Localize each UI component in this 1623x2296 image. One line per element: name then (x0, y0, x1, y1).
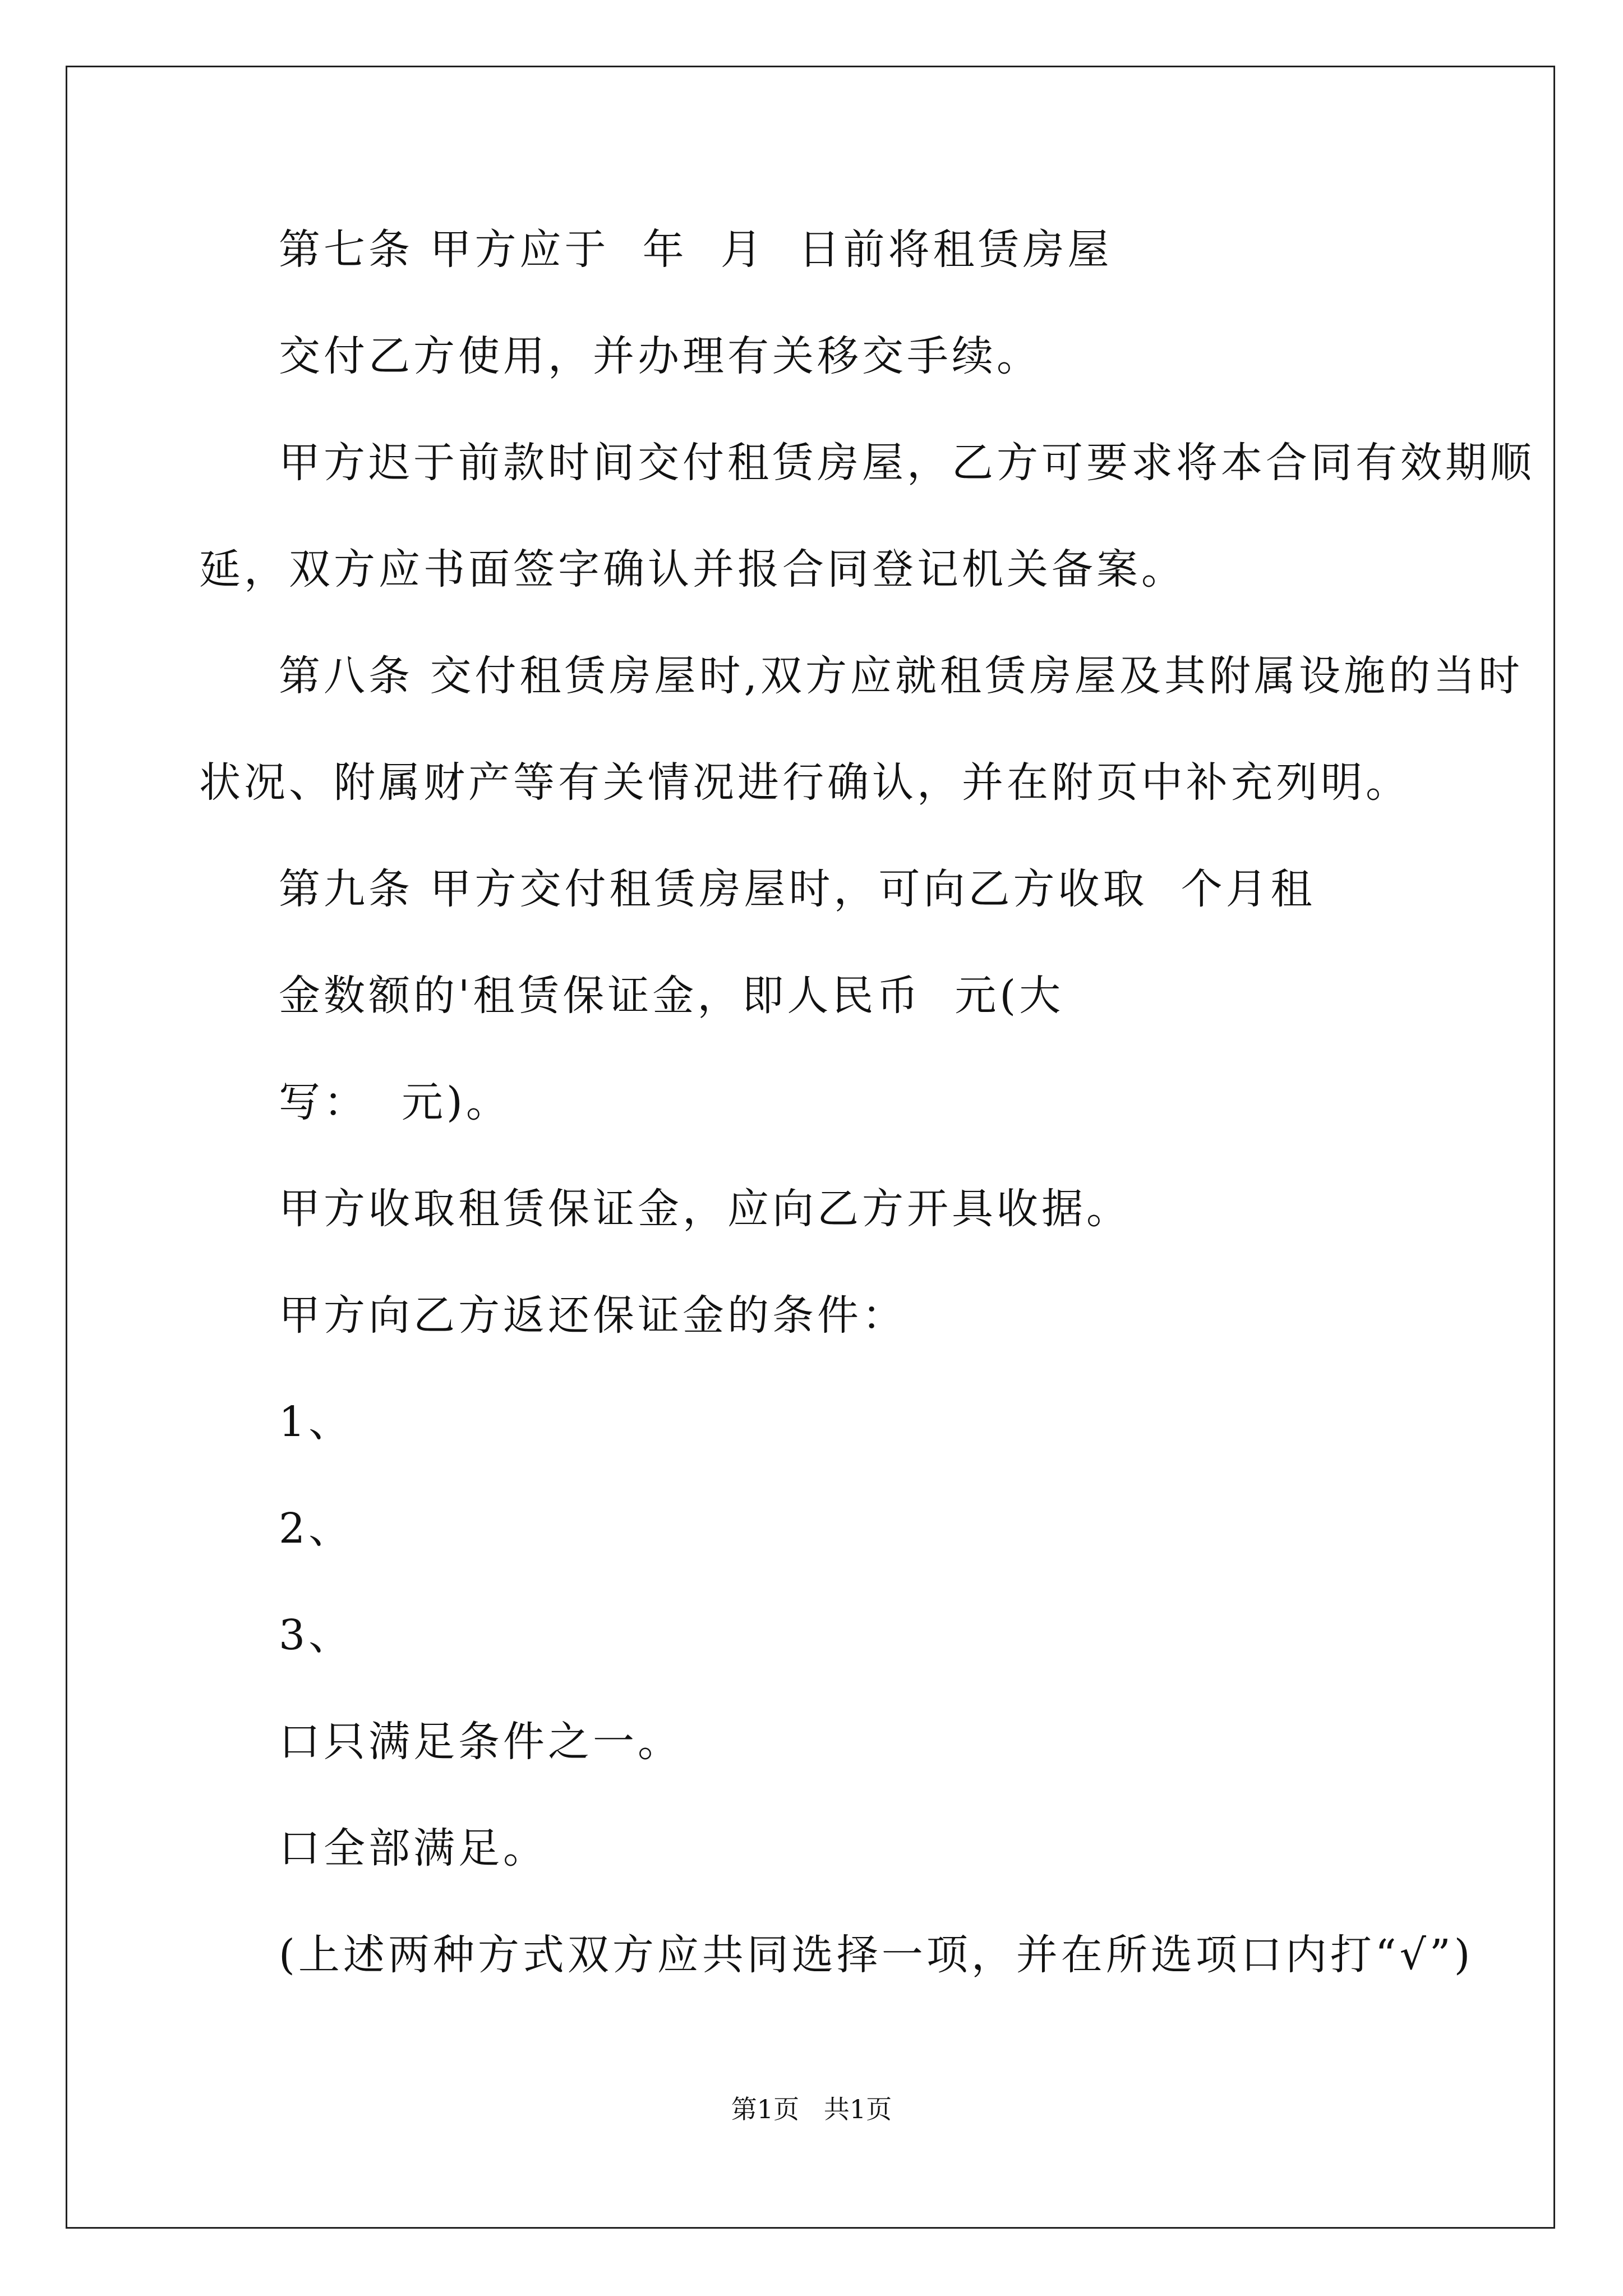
page-number-footer: 第1页 共1页 (731, 2094, 892, 2124)
receipt-clause: 甲方收取租赁保证金，应向乙方开具收据。 (279, 1185, 1131, 1233)
condition-item-2: 2、 (279, 1504, 354, 1553)
condition-item-3: 3、 (279, 1611, 354, 1659)
article-7-line-2: 交付乙方使用，并办理有关移交手续。 (279, 332, 1041, 380)
option-any-one-condition: 口只满足条件之一。 (279, 1718, 683, 1766)
return-conditions-heading: 甲方向乙方返还保证金的条件： (279, 1291, 907, 1340)
condition-item-1: 1、 (279, 1398, 354, 1446)
article-8-line-2: 状况、附属财产等有关情况进行确认，并在附页中补充列明。 (199, 758, 1410, 807)
delay-clause-line-2: 延，双方应书面签字确认并报合同登记机关备案。 (199, 545, 1186, 593)
option-all-conditions: 口全部满足。 (279, 1824, 548, 1872)
page-border (66, 66, 1555, 2229)
article-9-line-3: 写： 元)。 (279, 1078, 511, 1126)
article-8-line-1: 第八条 交付租赁房屋时,双方应就租赁房屋及其附属设施的当时 (279, 652, 1524, 700)
article-9-line-2: 金数额的'租赁保证金，即人民币 元(大 (279, 972, 1064, 1020)
delay-clause-line-1: 甲方迟于前款时间交付租赁房屋，乙方可要求将本合同有效期顺 (279, 439, 1535, 487)
article-9-line-1: 第九条 甲方交付租赁房屋时，可向乙方收取 个月租 (279, 865, 1316, 913)
article-7-line-1: 第七条 甲方应于 年 月 日前将租赁房屋 (279, 226, 1113, 274)
selection-instruction: (上述两种方式双方应共同选择一项，并在所选项口内打“√”) (279, 1931, 1474, 1979)
